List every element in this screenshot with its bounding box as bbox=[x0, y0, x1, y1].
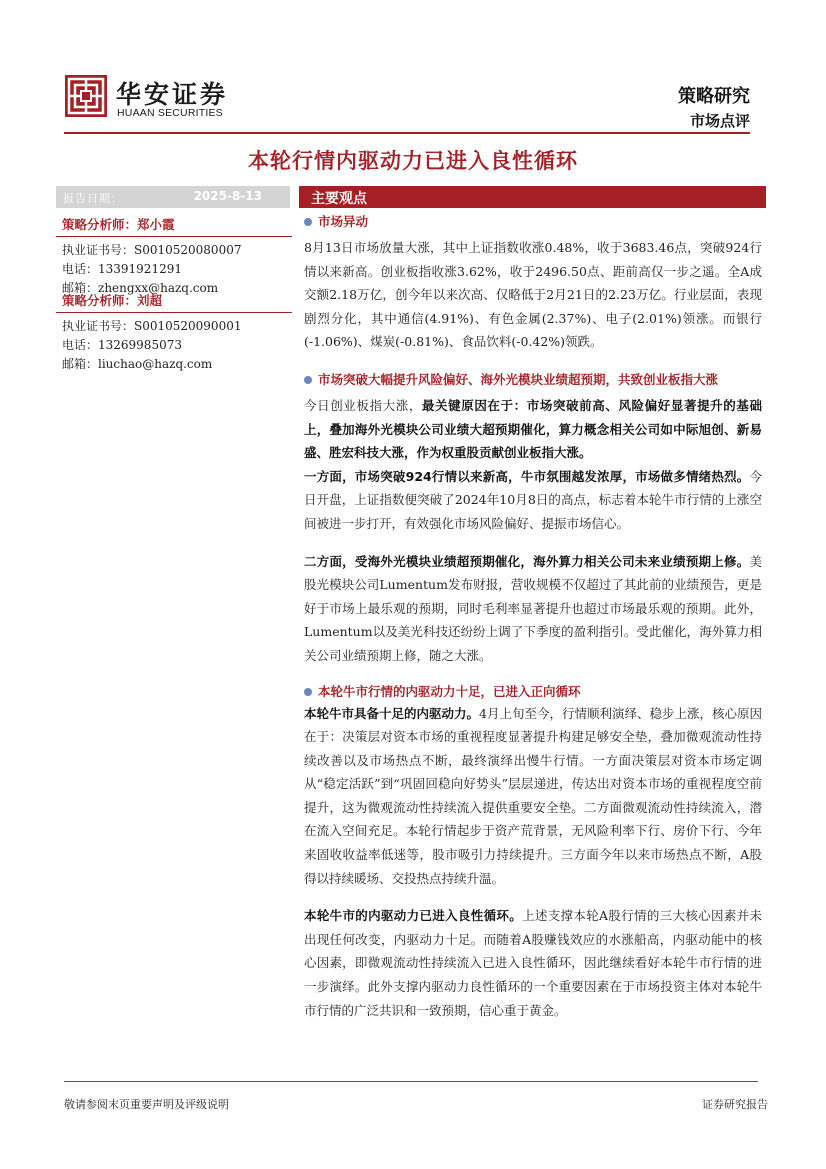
analyst-cert-number: 执业证书号：S0010520080007 bbox=[62, 243, 242, 257]
paragraph: 8月13日市场放量大涨，其中上证指数收涨0.48%，收于3683.46点，突破924行情以来新高。创业板指收涨3.62%，收于2496.50点、距前高仅一步之遥。全A成交额2.18万亿，创今年以来次高、仅略低于2月21日的2.23万亿。行业层面，表现剧烈分化，其中通信(4.91%)、有色金属(2.37%)、电子(2.01%)领涨。而银行(-1.06%)、煤炭(-0.81%)、食品饮料(-0.42%)领跌。 bbox=[304, 240, 762, 350]
paragraph bbox=[304, 702, 762, 891]
footer-report-type: 证券研究报告 bbox=[702, 1098, 768, 1111]
paragraph-emphasis: 最关键原因在于：市场突破前高、风险偏好显著提升的基础上，叠加海外光模块公司业绩大超预期催化，算力概念相关公司如中际旭创、新易盛、胜宏科技大涨，作为权重股贡献创业板指大涨。 bbox=[304, 397, 762, 461]
footer-divider bbox=[64, 1081, 758, 1082]
paragraph-text: 今日创业板指大涨， bbox=[304, 397, 422, 413]
paragraph bbox=[304, 465, 762, 536]
paragraph bbox=[304, 904, 762, 1022]
footer-disclaimer: 敬请参阅末页重要声明及评级说明 bbox=[64, 1098, 229, 1111]
section-heading-text: 市场异动 bbox=[318, 214, 369, 229]
section-heading-internal-drive bbox=[304, 682, 762, 702]
logo-chinese-name: 华安证券 bbox=[116, 80, 229, 109]
analyst-card-liu bbox=[62, 292, 292, 374]
report-date-value: 2025-8-13 bbox=[193, 189, 262, 203]
analyst-phone: 电话：13391921291 bbox=[62, 262, 182, 276]
page-title: 本轮行情内驱动力已进入良性循环 bbox=[248, 149, 578, 173]
key-points-title: 主要观点 bbox=[311, 191, 367, 207]
bullet-dot-icon bbox=[304, 376, 312, 384]
main-content bbox=[304, 212, 762, 1022]
report-type: 策略研究 bbox=[678, 86, 750, 107]
section-heading-text: 市场突破大幅提升风险偏好、海外光模块业绩超预期，共致创业板指大涨 bbox=[318, 371, 719, 387]
report-date-label: 报告日期： bbox=[63, 192, 123, 205]
section-heading-text: 本轮牛市行情的内驱动力十足，已进入正向循环 bbox=[318, 683, 581, 699]
logo-english-name: HUAAN SECURITIES bbox=[117, 107, 223, 119]
section-heading-market-move bbox=[304, 212, 762, 232]
paragraph-emphasis: 一方面，市场突破924行情以来新高，牛市氛围越发浓厚，市场做多情绪热烈。 bbox=[304, 468, 750, 484]
analyst-heading: 策略分析师：郑小霞 bbox=[62, 217, 175, 232]
paragraph-text: 4月上旬至今，行情顺利演绎、稳步上涨，核心原因在于：决策层对资本市场的重视程度显著提升构建足够安全垫，叠加微观流动性持续改善以及市场热点不断，最终演绎出慢牛行情。一方面决策层对资本市场定调从“稳定活跃”到“巩固回稳向好势头”层层递进，传达出对资本市场的重视程度空前提升，这为微观流动性持续流入提供重要安全垫。二方面微观流动性持续流入，潜在流入空间充足。本轮行情起步于资产荒背景，无风险利率下行、房价下行、今年来固收收益率低迷等，股市吸引力持续提升。三方面今年以来市场热点不断，A股得以持续暖场、交投热点持续升温。 bbox=[304, 705, 762, 886]
analyst-phone: 电话：13269985073 bbox=[62, 338, 182, 352]
analyst-cert-number: 执业证书号：S0010520090001 bbox=[62, 319, 242, 333]
company-logo bbox=[64, 74, 254, 124]
analyst-heading: 策略分析师：刘超 bbox=[62, 293, 163, 308]
paragraph-text: 上述支撑本轮A股行情的三大核心因素并未出现任何改变，内驱动力十足。而随着A股赚钱效应的水涨船高，内驱动能中的核心因素，即微观流动性持续流入已进入良性循环，因此继续看好本轮牛市行情的进一步演绎。此外支撑内驱动力良性循环的一个重要因素在于市场投资主体对本轮牛市行情的广泛共识和一致预期，信心重于黄金。 bbox=[304, 908, 762, 1018]
paragraph bbox=[304, 550, 762, 668]
report-date-bar bbox=[56, 186, 290, 208]
analyst-divider bbox=[56, 312, 292, 313]
analyst-card-zheng bbox=[62, 216, 292, 298]
report-subtype: 市场点评 bbox=[689, 112, 750, 130]
paragraph-text: 今日开盘，上证指数便突破了2024年10月8日的高点，标志着本轮牛市行情的上涨空间被进一步打开，有效强化市场风险偏好、提振市场信心。 bbox=[304, 468, 762, 531]
paragraph-emphasis: 二方面，受海外光模块业绩超预期催化，海外算力相关公司未来业绩预期上修。 bbox=[304, 553, 750, 569]
analyst-email[interactable]: 邮箱：zhengxx@hazq.com bbox=[62, 281, 219, 295]
paragraph bbox=[304, 394, 762, 465]
paragraph-emphasis: 本轮牛市具备十足的内驱动力。 bbox=[304, 705, 480, 721]
key-points-banner bbox=[299, 186, 766, 208]
analyst-divider bbox=[56, 236, 292, 237]
bullet-dot-icon bbox=[304, 688, 312, 696]
section-heading-chinext-rally bbox=[304, 370, 762, 390]
paragraph-emphasis: 本轮牛市的内驱动力已进入良性循环。 bbox=[304, 908, 523, 924]
logo-seal-icon bbox=[64, 74, 108, 118]
paragraph-text: 美股光模块公司Lumentum发布财报，营收规模不仅超过了其此前的业绩预告，更是好于市场上最乐观的预期，同时毛利率显著提升也超过市场最乐观的预期。此外，Lumentum以及美光科技还纷纷上调了下季度的盈利指引。受此催化，海外算力相关公司业绩预期上修，随之大涨。 bbox=[304, 553, 762, 663]
bullet-dot-icon bbox=[304, 218, 312, 226]
analyst-email[interactable]: 邮箱：liuchao@hazq.com bbox=[62, 357, 213, 371]
header-divider bbox=[64, 132, 750, 134]
